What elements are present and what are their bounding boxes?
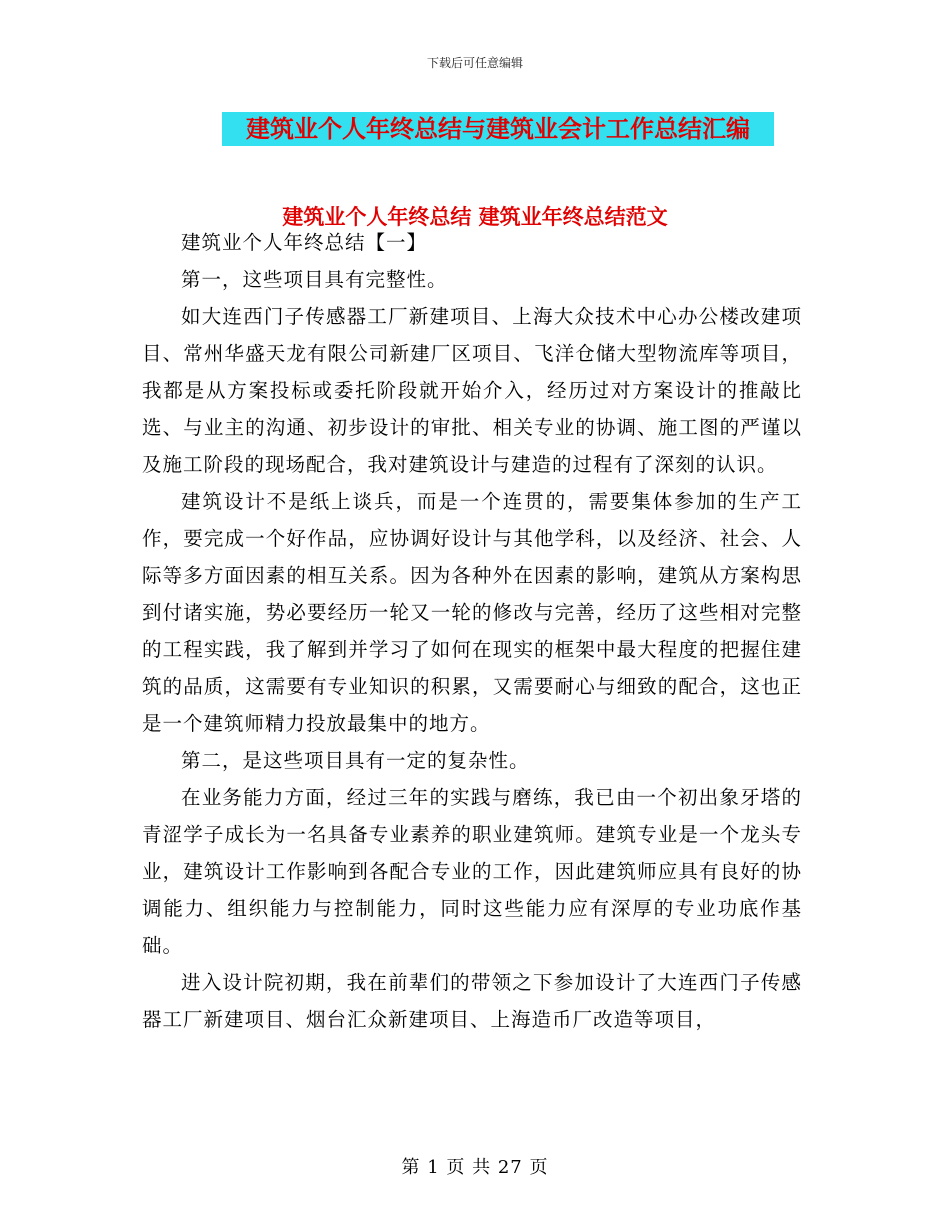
paragraph-point-one: 第一，这些项目具有完整性。 xyxy=(181,268,448,291)
paragraph-heading: 建筑业个人年终总结【一】 xyxy=(181,231,428,254)
page-number-footer: 第 1 页 共 27 页 xyxy=(401,1157,549,1178)
paragraph: 在业务能力方面，经过三年的实践与磨练，我已由一个初出象牙塔的青涩学子成长为一名具备专业素养的职业建筑师。建筑专业是一个龙头专业，建筑设计工作影响到各配合专业的工作，因此建筑师应具有良好的协调能力、组织能力与控制能力，同时这些能力应有深厚的专业功底作基础。 xyxy=(142,786,802,957)
section-title: 建筑业个人年终总结 建筑业年终总结范文 xyxy=(282,204,668,229)
paragraph-point-two: 第二，是这些项目具有一定的复杂性。 xyxy=(181,749,530,772)
header-note: 下载后可任意编辑 xyxy=(426,56,523,70)
document-body xyxy=(142,224,802,1038)
paragraph: 进入设计院初期，我在前辈们的带领之下参加设计了大连西门子传感器工厂新建项目、烟台汇众新建项目、上海造币厂改造等项目， xyxy=(142,971,802,1031)
paragraph: 如大连西门子传感器工厂新建项目、上海大众技术中心办公楼改建项目、常州华盛天龙有限公司新建厂区项目、飞洋仓储大型物流库等项目，我都是从方案投标或委托阶段就开始介入，经历过对方案设计的推敲比选、与业主的沟通、初步设计的审批、相关专业的协调、施工图的严谨以及施工阶段的现场配合，我对建筑设计与建造的过程有了深刻的认识。 xyxy=(142,305,802,476)
paragraph: 建筑设计不是纸上谈兵，而是一个连贯的，需要集体参加的生产工作，要完成一个好作品，应协调好设计与其他学科，以及经济、社会、人际等多方面因素的相互关系。因为各种外在因素的影响，建筑从方案构思到付诸实施，势必要经历一轮又一轮的修改与完善，经历了这些相对完整的工程实践，我了解到并学习了如何在现实的框架中最大程度的把握住建筑的品质，这需要有专业知识的积累，又需要耐心与细致的配合，这也正是一个建筑师精力投放最集中的地方。 xyxy=(142,490,802,735)
document-title: 建筑业个人年终总结与建筑业会计工作总结汇编 xyxy=(222,112,774,146)
